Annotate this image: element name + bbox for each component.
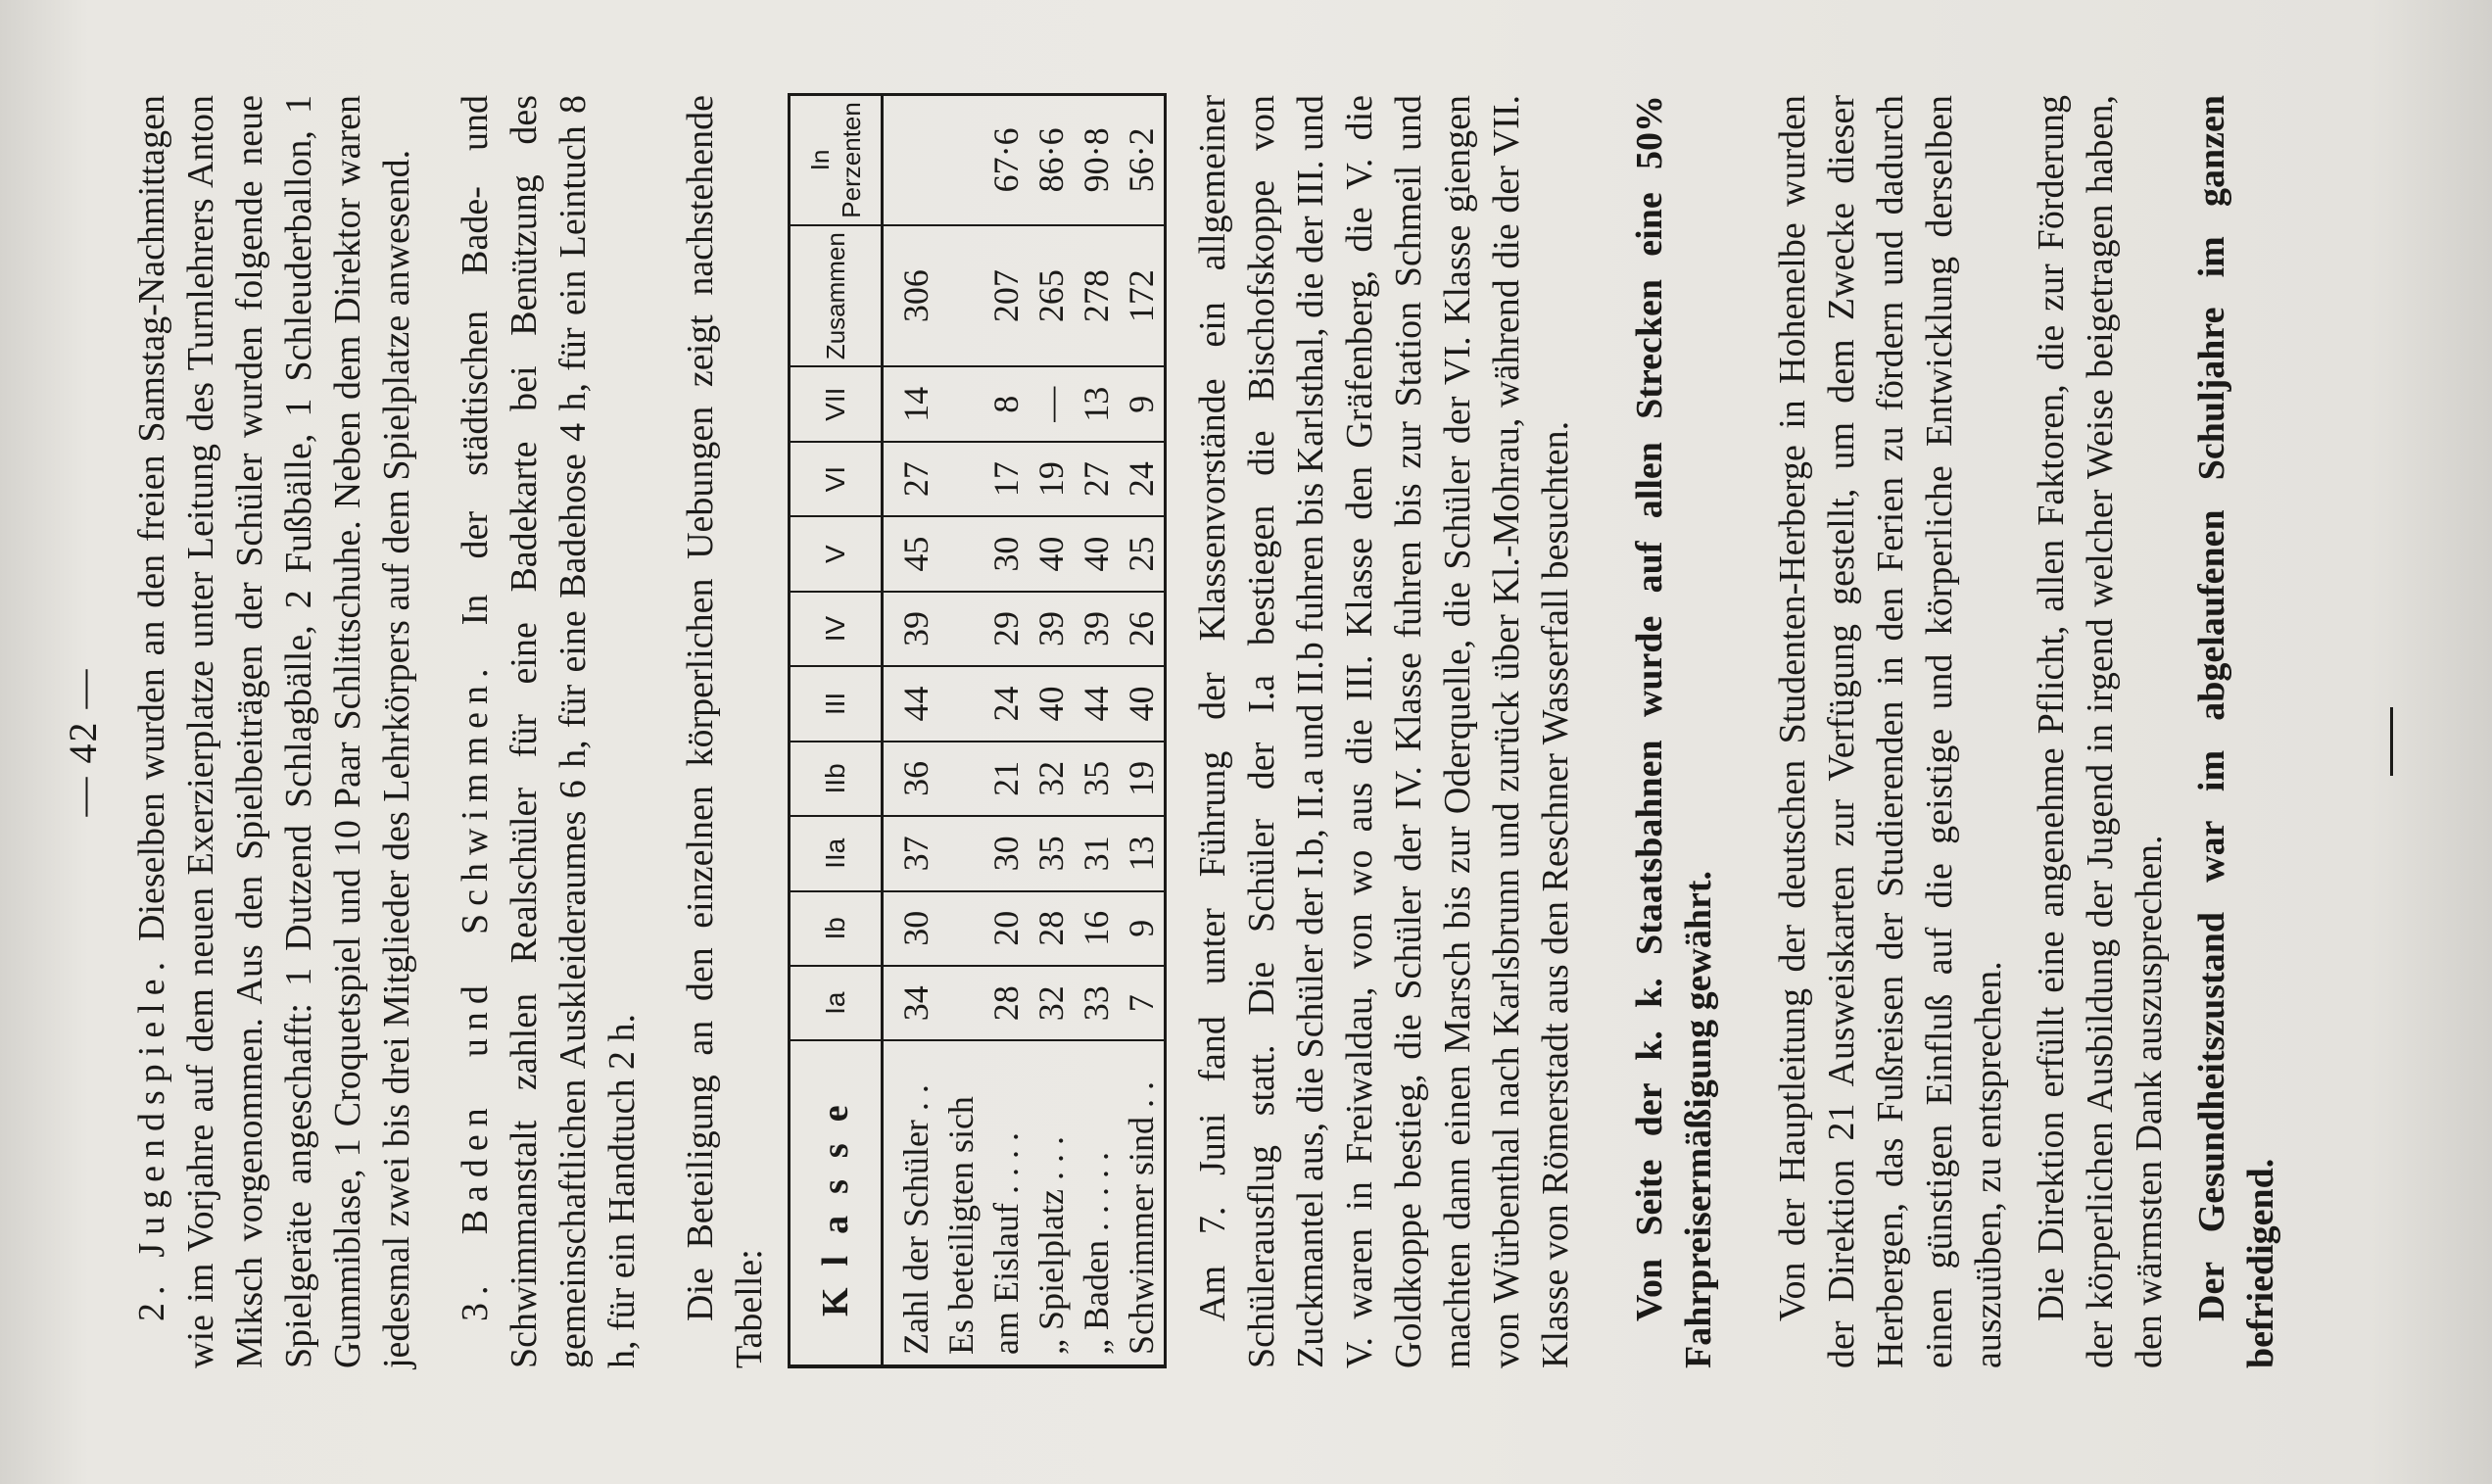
participation-table-frame xyxy=(788,93,1167,1368)
table-cell-total xyxy=(938,225,983,367)
table-cell: 8 xyxy=(983,367,1029,442)
table-cell: 33 xyxy=(1074,966,1119,1040)
header-col-vii: VII xyxy=(791,367,883,442)
row-label: „ Spielplatz . . . xyxy=(1031,1136,1071,1355)
table-cell: — xyxy=(1029,367,1074,442)
table-cell-total: 207 xyxy=(983,225,1029,367)
header-col-ib: Ib xyxy=(791,891,883,966)
table-cell: 30 xyxy=(983,516,1029,591)
table-cell: 44 xyxy=(883,666,939,741)
table-cell-percent: 67·6 xyxy=(983,96,1029,225)
table-cell xyxy=(938,891,983,966)
table-cell: 40 xyxy=(1029,516,1074,591)
table-cell: 30 xyxy=(883,891,939,966)
table-cell: 16 xyxy=(1074,891,1119,966)
table-cell-total: 265 xyxy=(1029,225,1074,367)
table-cell: 40 xyxy=(1119,666,1164,741)
table-cell: 21 xyxy=(983,742,1029,816)
table-cell xyxy=(938,966,983,1040)
table-cell: 17 xyxy=(983,442,1029,516)
table-row xyxy=(883,96,939,1364)
table-cell: 9 xyxy=(1119,891,1164,966)
table-cell: 31 xyxy=(1074,816,1119,890)
table-cell: 19 xyxy=(1029,442,1074,516)
table-cell: 30 xyxy=(983,816,1029,890)
table-cell-total: 172 xyxy=(1119,225,1164,367)
table-cell: 39 xyxy=(1029,592,1074,666)
page-body xyxy=(127,95,2285,1368)
table-cell: 39 xyxy=(883,592,939,666)
row-label: Schwimmer sind . . xyxy=(1122,1081,1161,1355)
table-cell: 37 xyxy=(883,816,939,890)
table-row xyxy=(1119,96,1164,1364)
table-cell: 34 xyxy=(883,966,939,1040)
table-cell: 32 xyxy=(1029,742,1074,816)
table-cell: 7 xyxy=(1119,966,1164,1040)
table-cell-total: 306 xyxy=(883,225,939,367)
header-zusammen: Zusammen xyxy=(791,225,883,367)
paragraph-schuelerausflug: Am 7. Juni fand unter Führung der Klassenvorstände ein allgemeiner Schülerausflug statt. Die Schüler der I.a bestiegen die Bischofskoppe von Zuckmantel aus, die Schüler der I.b, II.a und II.b fuhren bis Karlsthal, die der III. und V. waren in Freiwaldau, von wo aus die III. Klasse den Gräfenberg, die V. die Goldkoppe bestieg, die Schüler der IV. Klasse fuhren bis zur Station Schmeil und machten dann einen Marsch bis zur Oderquelle, die Schüler der VI. Klasse giengen von Würbenthal nach Karlsbrunn und zurück über Kl.-Mohrau, während die der VII. Klasse von Römerstadt aus den Reschner Wasserfall besuchten. xyxy=(1192,94,1576,1368)
table-row xyxy=(1074,96,1119,1364)
table-cell: 39 xyxy=(1074,592,1119,666)
row-label: Es beteiligten sich xyxy=(941,1096,981,1355)
table-cell xyxy=(938,742,983,816)
table-header-row xyxy=(791,96,883,1364)
table-cell-percent xyxy=(883,96,939,225)
paragraph-gesundheitszustand: Der Gesundheitszustand war im abgelaufenen Schuljahre im ganzen befriedigend. xyxy=(2191,95,2281,1368)
header-col-vi: VI xyxy=(791,442,883,516)
header-col-iv: IV xyxy=(791,592,883,666)
participation-table xyxy=(791,96,1164,1364)
header-col-iib: IIb xyxy=(791,742,883,816)
row-label: am Eislauf . . . . xyxy=(986,1132,1026,1355)
table-cell xyxy=(938,367,983,442)
row-label: „ Baden . . . . . xyxy=(1077,1152,1116,1355)
page-number: — 42 — xyxy=(61,667,105,817)
table-cell: 14 xyxy=(883,367,939,442)
table-cell-percent: 56·2 xyxy=(1119,96,1164,225)
table-cell: 26 xyxy=(1119,592,1164,666)
table-row xyxy=(983,96,1029,1364)
table-cell-total: 278 xyxy=(1074,225,1119,367)
table-cell: 35 xyxy=(1029,816,1074,890)
table-cell: 13 xyxy=(1074,367,1119,442)
section-heading-baden-schwimmen: 3. Baden und Schwimmen. xyxy=(455,660,496,1321)
paragraph-text: In der städtischen Bade- und Schwimmanstalt zahlen Realschüler für eine Badekarte bei Benützung des gemeinschaftlichen Auskleideraumes 6 h, für eine Badehose 4 h, für ein Leintuch 8 h, für ein Handtuch 2 h. xyxy=(455,95,643,1368)
table-row xyxy=(1029,96,1074,1364)
table-cell: 40 xyxy=(1029,666,1074,741)
table-cell: 27 xyxy=(1074,442,1119,516)
header-in-perzenten: In Perzenten xyxy=(791,96,883,225)
table-cell: 25 xyxy=(1119,516,1164,591)
header-col-iia: IIa xyxy=(791,816,883,890)
header-col-ia: Ia xyxy=(791,966,883,1040)
table-cell xyxy=(938,442,983,516)
table-row xyxy=(938,96,983,1364)
table-cell: 36 xyxy=(883,742,939,816)
table-cell: 19 xyxy=(1119,742,1164,816)
table-cell: 20 xyxy=(983,891,1029,966)
table-cell: 40 xyxy=(1074,516,1119,591)
table-cell-percent xyxy=(938,96,983,225)
end-rule xyxy=(2390,0,2394,1484)
table-cell xyxy=(938,592,983,666)
row-label: Zahl der Schüler . . xyxy=(896,1084,935,1355)
section-heading-jugendspiele: 2. Jugendspiele. xyxy=(131,953,172,1321)
table-body xyxy=(883,96,1165,1364)
paragraph-text: Dieselben wurden an den freien Samstag-Nachmittagen wie im Vorjahre auf dem neuen Exerzierplatze unter Leitung des Turnlehrers Anton Miksch vorgenommen. Aus den Spielbeiträgen der Schüler wurden folgende neue Spielgeräte angeschafft: 1 Dutzend Schlagbälle, 2 Fußbälle, 1 Schleuderballon, 1 Gummiblase, 1 Croquetspiel und 10 Paar Schlittschuhe. Neben dem Direktor waren jedesmal zwei bis drei Mitglieder des Lehrkörpers auf dem Spielplatze anwesend. xyxy=(131,95,417,1368)
paragraph-baden-schwimmen xyxy=(451,95,647,1368)
table-cell xyxy=(938,666,983,741)
table-cell: 13 xyxy=(1119,816,1164,890)
table-cell: 45 xyxy=(883,516,939,591)
table-cell-percent: 86·6 xyxy=(1029,96,1074,225)
paragraph-jugendspiele xyxy=(127,95,421,1368)
header-klasse: Klasse xyxy=(791,1040,883,1364)
table-cell: 24 xyxy=(983,666,1029,741)
paragraph-staatsbahnen: Von Seite der k. k. Staatsbahnen wurde auf allen Strecken eine 50% Fahrpreisermäßigung gewährt. xyxy=(1629,95,1719,1368)
table-cell: 27 xyxy=(883,442,939,516)
paragraph-studenten-herberge: Von der Hauptleitung der deutschen Studenten-Herberge in Hohenelbe wurden der Direktion 21 Ausweiskarten zur Verfügung gestellt, um dem Zwecke dieser Herbergen, das Fußreisen der Studierenden in den Ferien zu fördern und dadurch einen günstigen Einfluß auf die geistige und körperliche Entwicklung derselben auszuüben, zu entsprechen. xyxy=(1772,95,2009,1368)
table-cell xyxy=(938,516,983,591)
table-cell: 24 xyxy=(1119,442,1164,516)
table-cell: 32 xyxy=(1029,966,1074,1040)
table-cell: 28 xyxy=(983,966,1029,1040)
header-col-v: V xyxy=(791,516,883,591)
paragraph-table-intro: Die Beteiligung an den einzelnen körperlichen Uebungen zeigt nachstehende Tabelle: xyxy=(680,95,770,1368)
table-cell: 29 xyxy=(983,592,1029,666)
paragraph-dank: Die Direktion erfüllt eine angenehme Pflicht, allen Faktoren, die zur Förderung der körperlichen Ausbildung der Jugend in irgend welcher Weise beigetragen haben, den wärmsten Dank auszusprechen. xyxy=(2031,95,2170,1368)
table-cell xyxy=(938,816,983,890)
table-cell: 44 xyxy=(1074,666,1119,741)
header-col-iii: III xyxy=(791,666,883,741)
table-cell: 9 xyxy=(1119,367,1164,442)
table-cell-percent: 90·8 xyxy=(1074,96,1119,225)
table-cell: 35 xyxy=(1074,742,1119,816)
table-cell: 28 xyxy=(1029,891,1074,966)
